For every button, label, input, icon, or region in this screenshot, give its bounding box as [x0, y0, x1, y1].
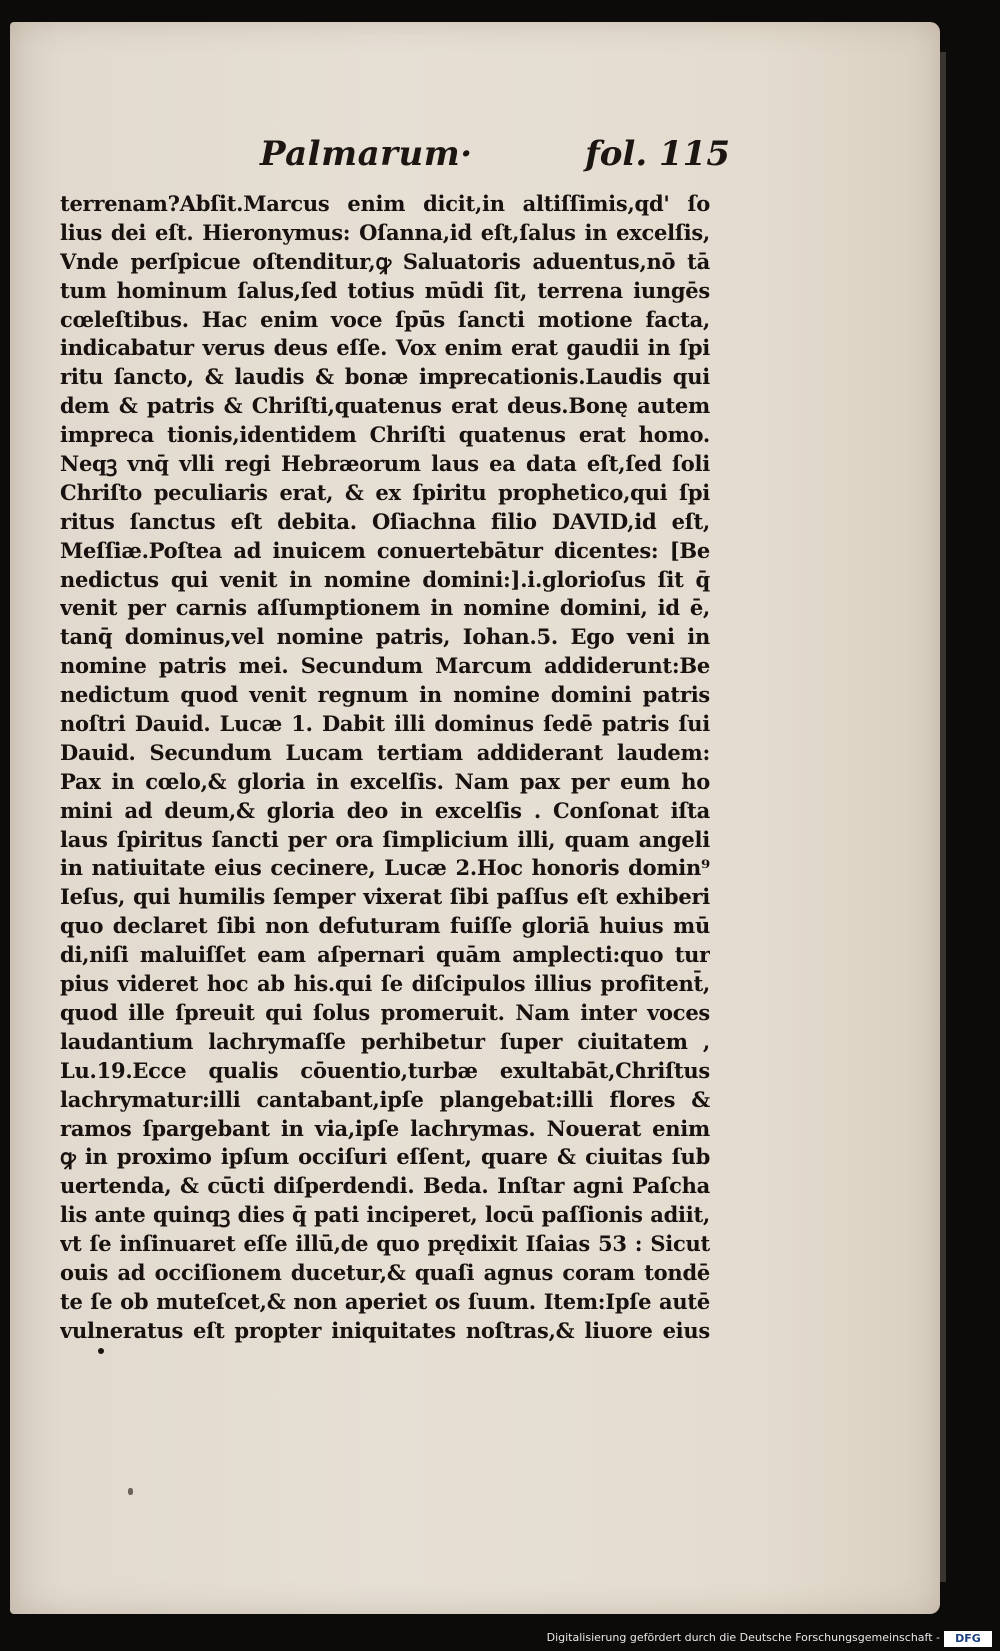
text-line: vulneratus eſt propter iniquitates noſtras,& liuore eius — [60, 1317, 710, 1343]
text-line: quod ille ſpreuit qui ſolus promeruit. Nam inter voces — [60, 999, 710, 1025]
text-line: Pax in cœlo,& gloria in excelſis. Nam pax per eum ho — [60, 768, 710, 794]
text-line: noſtri Dauid. Lucæ 1. Dabit illi dominus ſedē patris ſui — [60, 711, 710, 737]
text-line: nedictum quod venit regnum in nomine domini patris — [60, 682, 710, 708]
text-line: pius videret hoc ab his.qui ſe diſcipulos illius profitent̄, — [60, 971, 710, 997]
page-edge — [940, 52, 946, 1582]
text-line: Dauid. Secundum Lucam tertiam addiderant laudem: — [60, 739, 710, 765]
ink-dot — [98, 1348, 104, 1354]
text-line: indicabatur verus deus eſſe. Vox enim erat gaudii in ſpi — [60, 335, 710, 361]
running-head — [260, 134, 730, 182]
text-line: lachrymatur:illi cantabant,ipſe plangebat:illi flores & — [60, 1086, 710, 1112]
book-page — [10, 22, 940, 1614]
text-line: tum hominum ſalus,ſed totius mūdi ſit, terrena iungēs — [60, 277, 710, 303]
text-line: venit per carnis aſſumptionem in nomine domini, id ē, — [60, 595, 710, 621]
text-line: dem & patris & Chriſti,quatenus erat deus.Bonę autem — [60, 393, 710, 419]
text-line: Lu.19.Ecce qualis cōuentio,turbæ exultabāt,Chriſtus — [60, 1057, 710, 1083]
text-line: tanq̄ dominus,vel nomine patris, Iohan.5. Ego veni in — [60, 624, 710, 650]
text-line: in natiuitate eius cecinere, Lucæ 2.Hoc honoris domin⁹ — [60, 855, 710, 881]
text-line: quo declaret ſibi non defuturam fuiſſe gloriā huius mū — [60, 913, 710, 939]
text-line: uertenda, & cūcti diſperdendi. Beda. Inſtar agni Paſcha — [60, 1173, 710, 1199]
text-line: ꝙ in proximo ipſum occiſuri eſſent, quare & ciuitas ſub — [60, 1144, 710, 1170]
text-line: nomine patris mei. Secundum Marcum addiderunt:Be — [60, 653, 710, 679]
text-line: di,niſi maluiſſet eam aſpernari quām amplecti:quo tur — [60, 942, 710, 968]
footer-credit: Digitalisierung gefördert durch die Deutsche Forschungsgemeinschaft - — [546, 1631, 940, 1644]
text-line: nedictus qui venit in nomine domini:].i.glorioſus ſit q̄ — [60, 566, 710, 592]
text-line: Meſſiæ.Poſtea ad inuicem conuertebātur dicentes: [Be — [60, 537, 710, 563]
text-line: te ſe ob muteſcet,& non aperiet os ſuum. Item:Ipſe autē — [60, 1288, 710, 1314]
text-line: impreca tionis,identidem Chriſti quatenus erat homo. — [60, 422, 710, 448]
text-line: ritu ſancto, & laudis & bonæ imprecationis.Laudis qui — [60, 364, 710, 390]
text-line: lius dei eſt. Hieronymus: Oſanna,id eſt,ſalus in excelſis, — [60, 219, 710, 245]
ink-speck — [128, 1488, 133, 1495]
text-line: ritus ſanctus eſt debita. Oſiachna filio DAVID,id eſt, — [60, 508, 710, 534]
body-text — [60, 190, 710, 1346]
running-title: Palmarum· — [260, 134, 473, 174]
text-line: laudantium lachrymaſſe perhibetur ſuper ciuitatem , — [60, 1028, 710, 1054]
text-line: Ieſus, qui humilis ſemper vixerat ſibi paſſus eſt exhiberi — [60, 884, 710, 910]
text-line: lis ante quinqꝫ dies q̄ pati inciperet, locū paſſionis adiit, — [60, 1202, 710, 1228]
digitization-footer — [0, 1628, 1000, 1651]
text-line: ramos ſpargebant in via,ipſe lachrymas. Nouerat enim — [60, 1115, 710, 1141]
folio-number: fol. 115 — [585, 134, 730, 174]
text-line: mini ad deum,& gloria deo in excelſis . Conſonat iſta — [60, 797, 710, 823]
text-line: Chriſto peculiaris erat, & ex ſpiritu prophetico,qui ſpi — [60, 479, 710, 505]
text-line: terrenam?Abſit.Marcus enim dicit,in altiſſimis,qd' ſo — [60, 191, 710, 216]
dfg-logo: DFG — [944, 1631, 992, 1647]
text-line: laus ſpiritus ſancti per ora ſimplicium illi, quam angeli — [60, 826, 710, 852]
text-line: vt ſe inſinuaret eſſe illū,de quo prędixit Iſaias 53 : Sicut — [60, 1231, 710, 1257]
text-line: Vnde perſpicue oſtenditur,ꝙ Saluatoris aduentus,nō tā — [60, 248, 710, 274]
text-line: Neqꝫ vnq̄ vlli regi Hebræorum laus ea data eſt,ſed ſoli — [60, 451, 710, 477]
text-line: cœleſtibus. Hac enim voce ſpūs ſancti motione facta, — [60, 306, 710, 332]
text-line: ouis ad occiſionem ducetur,& quaſi agnus coram tondē — [60, 1259, 710, 1285]
